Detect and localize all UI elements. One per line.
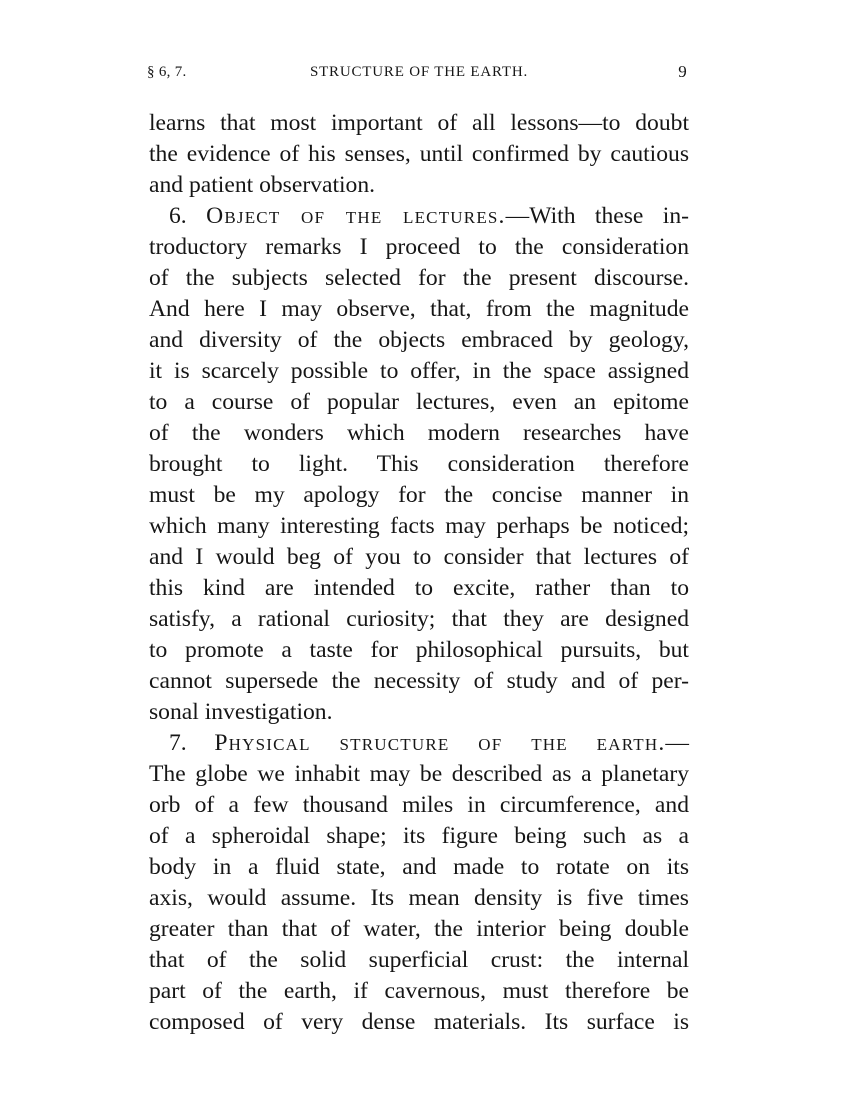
text-fragment: and patient observation.	[149, 172, 376, 198]
text-line	[149, 976, 689, 1007]
text-line	[149, 1007, 689, 1038]
text-fragment: must be my apology for the concise manner in	[149, 482, 689, 508]
text-line	[149, 480, 689, 511]
text-line	[149, 697, 689, 728]
text-line	[149, 635, 689, 666]
text-line	[149, 573, 689, 604]
text-fragment: axis, would assume. Its mean density is five times	[149, 885, 689, 911]
text-fragment: to a course of popular lectures, even an epitome	[149, 389, 689, 415]
text-line	[149, 294, 689, 325]
text-line	[149, 325, 689, 356]
text-fragment: this kind are intended to excite, rather than to	[149, 575, 689, 601]
text-fragment: the evidence of his senses, until confirmed by cautious	[149, 141, 689, 167]
text-fragment: of the wonders which modern researches have	[149, 420, 689, 446]
text-line	[149, 170, 689, 201]
text-line	[149, 666, 689, 697]
text-line	[149, 139, 689, 170]
text-fragment: 7.	[169, 730, 215, 756]
text-line	[149, 511, 689, 542]
text-fragment: of the subjects selected for the present discourse.	[149, 265, 689, 291]
text-line	[149, 108, 689, 139]
text-line	[149, 449, 689, 480]
text-line	[149, 914, 689, 945]
text-fragment: —	[665, 730, 690, 756]
text-fragment: and I would beg of you to consider that lectures of	[149, 544, 689, 570]
text-fragment: it is scarcely possible to offer, in the space assigned	[149, 358, 689, 384]
text-fragment: orb of a few thousand miles in circumference, and	[149, 792, 689, 818]
text-fragment: The globe we inhabit may be described as a planetary	[149, 761, 689, 787]
text-line	[149, 232, 689, 263]
text-line	[149, 418, 689, 449]
page-number: 9	[678, 62, 687, 81]
text-fragment: —With these in-	[505, 203, 690, 229]
text-fragment: sonal investigation.	[149, 699, 333, 725]
text-fragment: composed of very dense materials. Its surface is	[149, 1009, 689, 1035]
text-line	[149, 542, 689, 573]
text-fragment: satisfy, a rational curiosity; that they are designed	[149, 606, 689, 632]
text-line	[149, 790, 689, 821]
text-fragment: troductory remarks I proceed to the consideration	[149, 234, 689, 260]
running-header	[149, 58, 689, 90]
text-line	[149, 945, 689, 976]
text-fragment: learns that most important of all lessons—to doubt	[149, 110, 689, 136]
book-page	[149, 58, 689, 1038]
text-line	[149, 759, 689, 790]
text-line	[149, 852, 689, 883]
text-fragment: cannot supersede the necessity of study and of per-	[149, 668, 689, 694]
text-fragment: body in a fluid state, and made to rotate on its	[149, 854, 689, 880]
text-line	[149, 356, 689, 387]
text-fragment: brought to light. This consideration therefore	[149, 451, 689, 477]
text-line	[149, 604, 689, 635]
text-fragment: which many interesting facts may perhaps be noticed;	[149, 513, 689, 539]
text-line	[149, 263, 689, 294]
section-reference: § 6, 7.	[147, 64, 187, 80]
text-fragment: and diversity of the objects embraced by geology,	[149, 327, 689, 353]
text-fragment: greater than that of water, the interior being double	[149, 916, 689, 942]
text-line	[149, 821, 689, 852]
section-heading: Object of the lectures.	[206, 203, 506, 229]
text-line	[149, 883, 689, 914]
text-fragment: 6.	[169, 203, 207, 229]
running-title: STRUCTURE OF THE EARTH.	[309, 64, 529, 80]
text-line	[149, 387, 689, 418]
text-fragment: And here I may observe, that, from the magnitude	[149, 296, 689, 322]
text-line	[149, 201, 689, 232]
section-heading: Physical structure of the earth.	[214, 730, 666, 756]
text-fragment: part of the earth, if cavernous, must therefore be	[149, 978, 689, 1004]
text-fragment: of a spheroidal shape; its figure being such as a	[149, 823, 689, 849]
text-fragment: that of the solid superficial crust: the internal	[149, 947, 689, 973]
body-text	[149, 108, 689, 1038]
text-fragment: to promote a taste for philosophical pursuits, but	[149, 637, 689, 663]
text-line	[149, 728, 689, 759]
